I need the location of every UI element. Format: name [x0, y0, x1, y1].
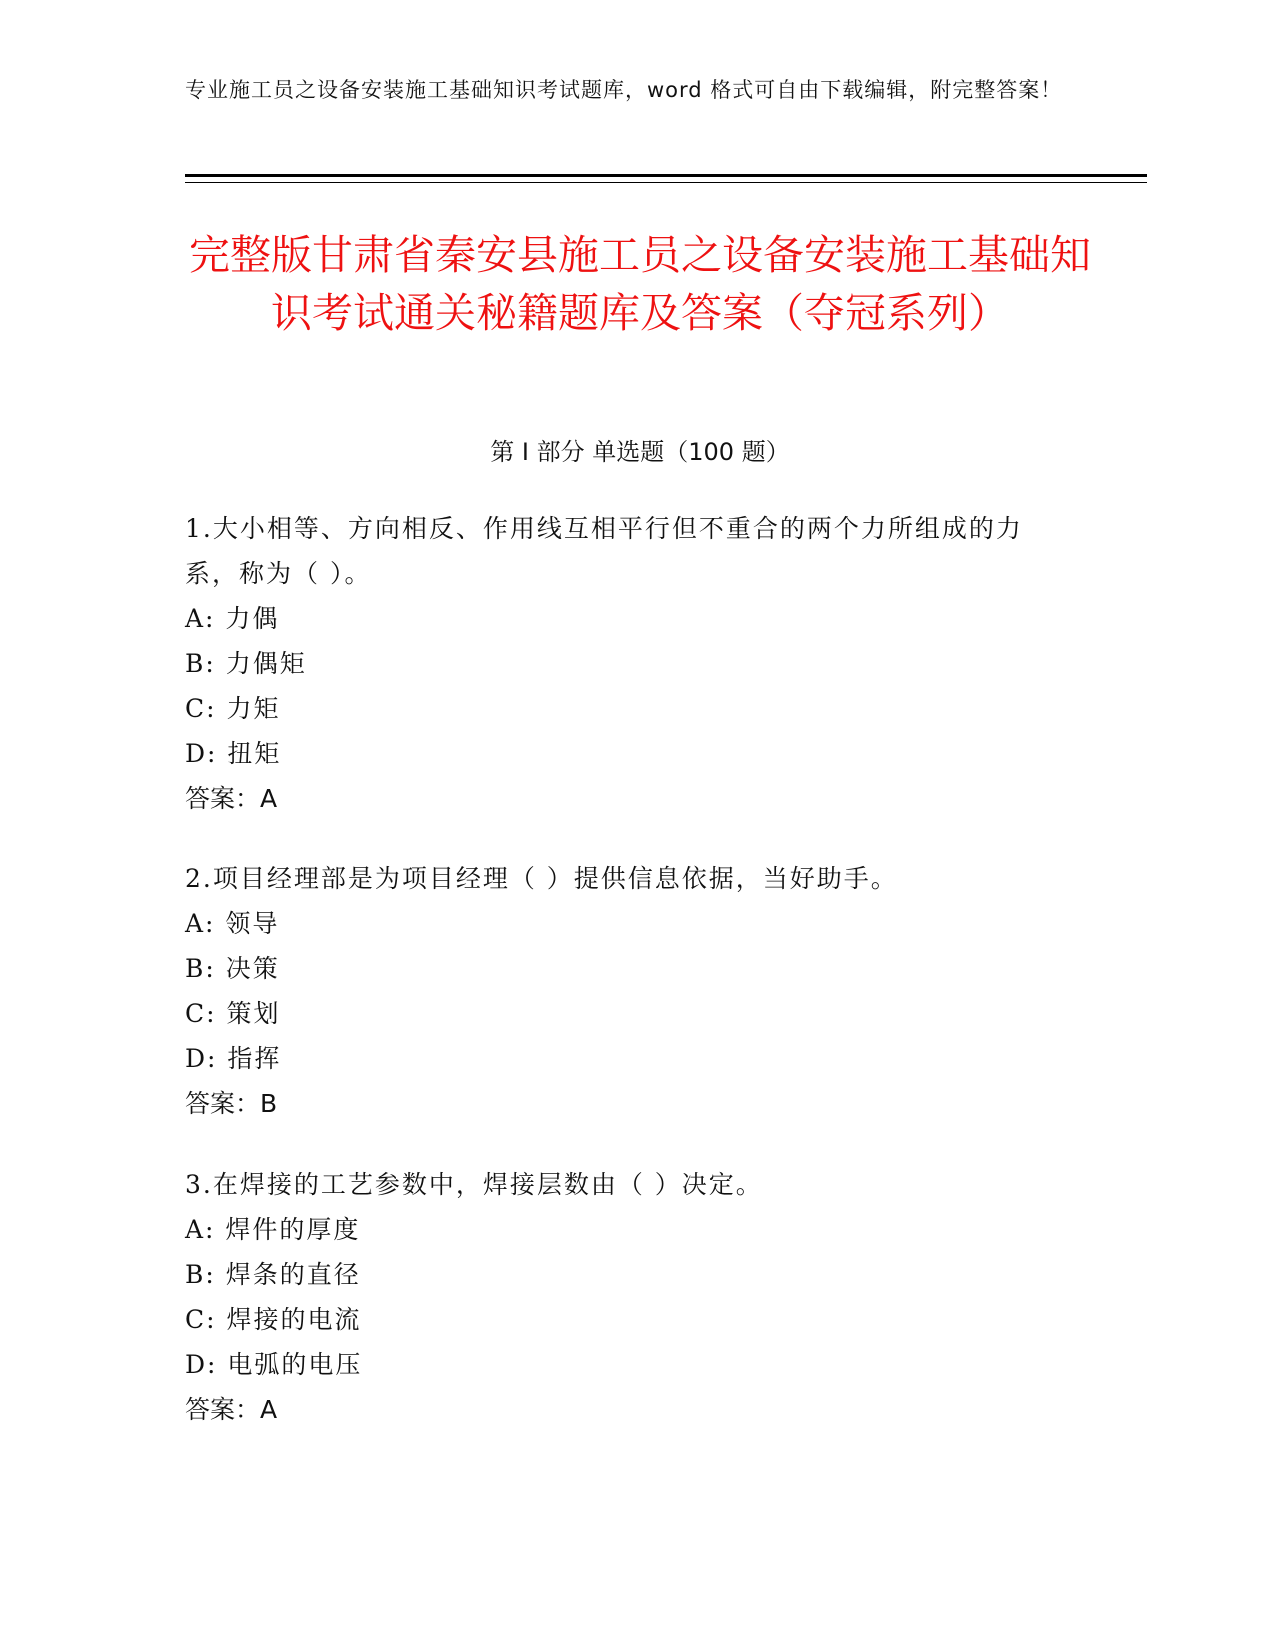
- header-rule-thick: [185, 174, 1147, 177]
- answer: 答案：A: [185, 784, 278, 813]
- option-a[interactable]: A: 领导: [185, 909, 280, 938]
- document-title: 完整版甘肃省秦安县施工员之设备安装施工基础知识考试通关秘籍题库及答案（夺冠系列）: [189, 231, 1091, 337]
- answer: 答案：B: [185, 1089, 278, 1118]
- option-a[interactable]: A: 焊件的厚度: [185, 1215, 361, 1244]
- question-2: [185, 856, 1065, 1126]
- question-stem: 2.项目经理部是为项目经理（ ）提供信息依据，当好助手。: [185, 864, 898, 893]
- option-a[interactable]: A: 力偶: [185, 604, 280, 633]
- option-b[interactable]: B: 焊条的直径: [185, 1260, 361, 1289]
- option-d[interactable]: D: 扭矩: [185, 739, 282, 768]
- question-3: [185, 1162, 1065, 1432]
- answer: 答案：A: [185, 1395, 278, 1424]
- question-stem: 3.在焊接的工艺参数中，焊接层数由（ ）决定。: [185, 1170, 763, 1199]
- question-1: [185, 506, 1065, 821]
- header-rule-thin: [185, 182, 1147, 183]
- option-c[interactable]: C: 力矩: [185, 694, 281, 723]
- option-b[interactable]: B: 力偶矩: [185, 649, 307, 678]
- option-c[interactable]: C: 策划: [185, 999, 281, 1028]
- option-b[interactable]: B: 决策: [185, 954, 280, 983]
- section-title: 第 I 部分 单选题（100 题）: [490, 438, 790, 466]
- question-stem: 1.大小相等、方向相反、作用线互相平行但不重合的两个力所组成的力系，称为（ ）。: [185, 514, 1023, 588]
- header-note: 专业施工员之设备安装施工基础知识考试题库，word 格式可自由下载编辑，附完整答案！: [185, 78, 1063, 102]
- option-d[interactable]: D: 指挥: [185, 1044, 282, 1073]
- option-c[interactable]: C: 焊接的电流: [185, 1305, 362, 1334]
- option-d[interactable]: D: 电弧的电压: [185, 1350, 363, 1379]
